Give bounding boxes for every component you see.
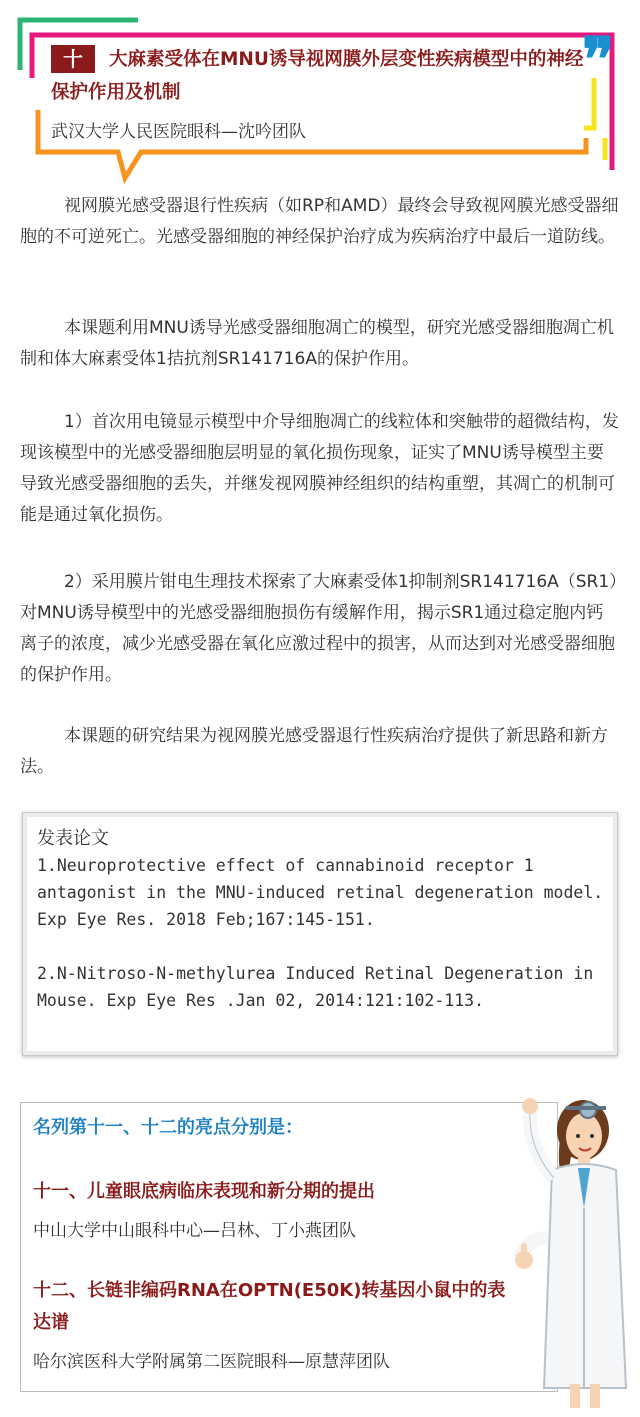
publications-box xyxy=(22,812,618,1056)
section-number-badge: 十 xyxy=(51,45,95,73)
section-title: 大麻素受体在MNU诱导视网膜外层变性疾病模型中的神经保护作用及机制 xyxy=(51,49,584,103)
header-frame xyxy=(0,0,640,190)
paragraph-intro: 视网膜光感受器退行性疾病（如RP和AMD）最终会导致视网膜光感受器细胞的不可逆死亡。光感受器细胞的神经保护治疗成为疾病治疗中最后一道防线。 xyxy=(20,196,619,247)
next-highlights-box xyxy=(20,1102,558,1392)
quote-mark-icon: ❞ xyxy=(582,25,615,95)
highlight-11-title: 十一、儿童眼底病临床表现和新分期的提出 xyxy=(33,1181,375,1202)
doctor-illustration-icon xyxy=(508,1088,628,1408)
highlight-11-team: 中山大学中山眼科中心—吕林、丁小燕团队 xyxy=(33,1221,356,1241)
highlight-12-title: 十二、长链非编码RNA在OPTN(E50K)转基因小鼠中的表达谱 xyxy=(33,1280,506,1333)
next-highlights-question: 名列第十一、十二的亮点分别是： xyxy=(33,1117,303,1138)
paragraph-method: 本课题利用MNU诱导光感受器细胞凋亡的模型，研究光感受器细胞凋亡机制和体大麻素受体1拮抗剂SR141716A的保护作用。 xyxy=(20,318,614,369)
paragraph-finding-1: 1）首次用电镜显示模型中介导细胞凋亡的线粒体和突触带的超微结构，发现该模型中的光感受器细胞层明显的氧化损伤现象，证实了MNU诱导模型主要导致光感受器细胞的丢失，并继发视网膜神经组织的结构重塑，其凋亡的机制可能是通过氧化损伤。 xyxy=(20,412,619,525)
paragraph-conclusion: 本课题的研究结果为视网膜光感受器退行性疾病治疗提供了新思路和新方法。 xyxy=(20,726,608,777)
publication-item: 2.N-Nitroso-N-methylurea Induced Retinal Degeneration in Mouse. Exp Eye Res .Jan 02, 2014:121:102-113. xyxy=(37,964,594,1010)
highlight-12-team: 哈尔滨医科大学附属第二医院眼科—原慧萍团队 xyxy=(33,1352,390,1372)
paragraph-finding-2: 2）采用膜片钳电生理技术探索了大麻素受体1抑制剂SR141716A（SR1）对MNU诱导模型中的光感受器细胞损伤有缓解作用，揭示SR1通过稳定胞内钙离子的浓度，减少光感受器在氧化应激过程中的损害，从而达到对光感受器细胞的保护作用。 xyxy=(20,572,618,685)
publication-item: 1.Neuroprotective effect of cannabinoid receptor 1 antagonist in the MNU-induced retinal degeneration model. Exp Eye Res. 2018 Feb;167:145-151. xyxy=(37,856,604,929)
section-team: 武汉大学人民医院眼科—沈吟团队 xyxy=(51,122,306,142)
publications-title: 发表论文 xyxy=(37,828,109,849)
